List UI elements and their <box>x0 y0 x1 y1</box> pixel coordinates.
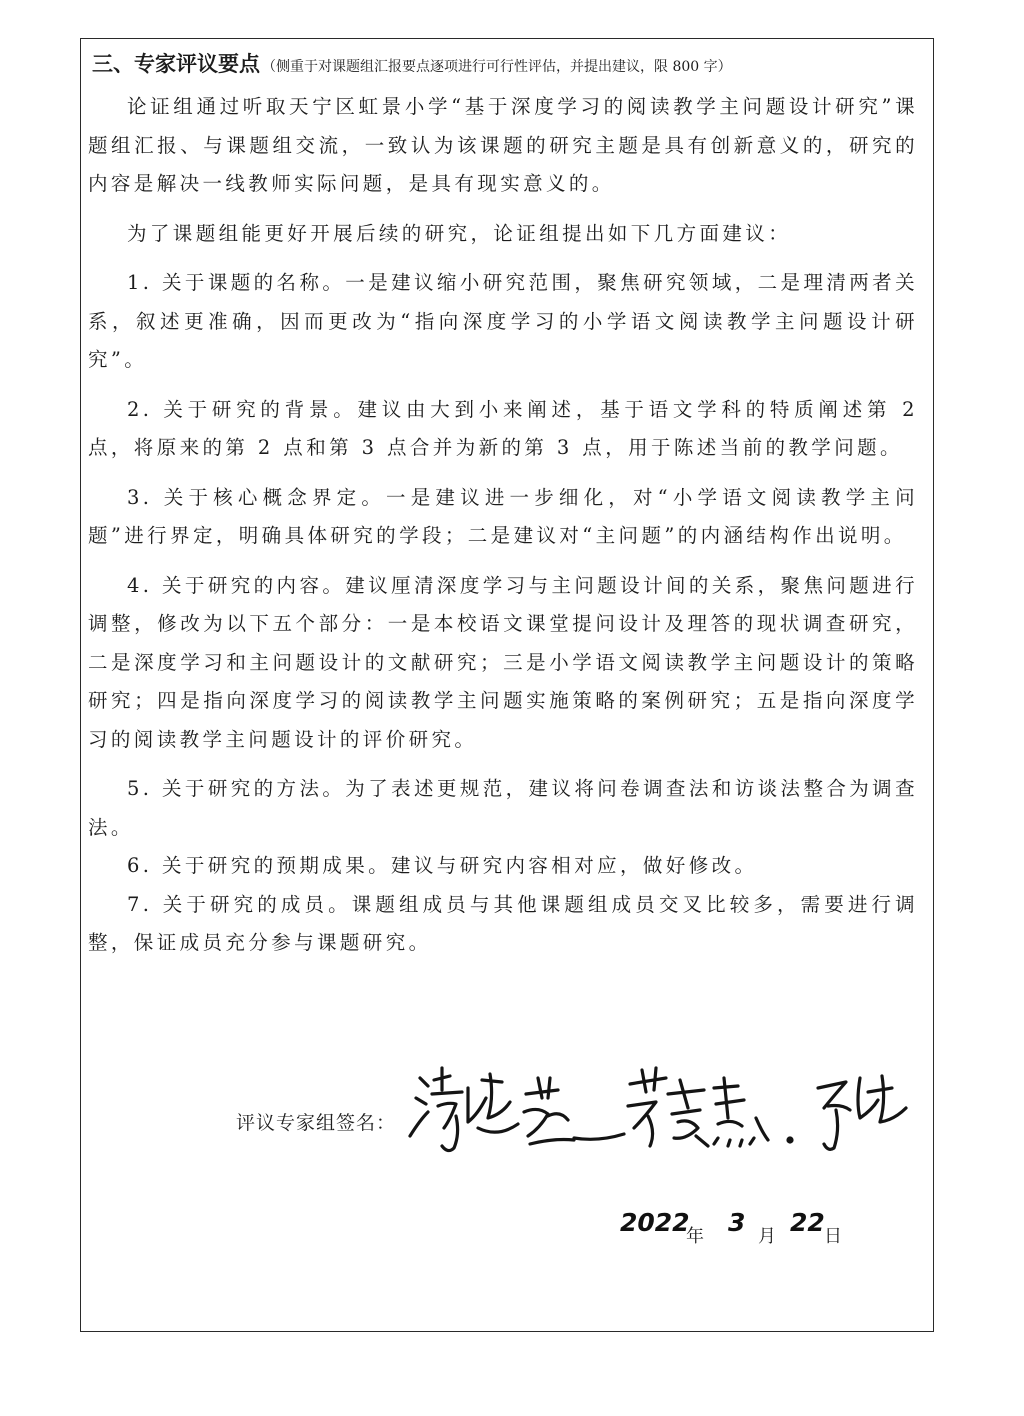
date-month: 3 <box>728 1208 746 1237</box>
date-year: 2022 <box>620 1208 690 1237</box>
date-line <box>620 1208 860 1248</box>
paragraph-item-1: 1. 关于课题的名称。一是建议缩小研究范围，聚焦研究领域，二是理清两者关系，叙述更准确，因而更改为“指向深度学习的小学语文阅读教学主问题设计研究”。 <box>88 271 918 371</box>
section-title: 三、专家评议要点 <box>92 51 260 76</box>
paragraph-item-5: 5. 关于研究的方法。为了表述更规范，建议将问卷调查法和访谈法整合为调查法。 <box>88 777 918 839</box>
review-body <box>88 88 918 963</box>
section-heading <box>92 50 732 81</box>
section-note: （侧重于对课题组汇报要点逐项进行可行性评估，并提出建议，限 800 字） <box>262 59 732 75</box>
paragraph-item-6: 6. 关于研究的预期成果。建议与研究内容相对应，做好修改。 <box>127 854 758 877</box>
handwritten-signature <box>398 1058 918 1158</box>
signature-label: 评议专家组签名： <box>236 1112 397 1134</box>
paragraph-intro: 论证组通过听取天宁区虹景小学“基于深度学习的阅读教学主问题设计研究”课题组汇报、与课题组交流，一致认为该课题的研究主题是具有创新意义的，研究的内容是解决一线教师实际问题，是具有现实意义的。 <box>88 95 918 195</box>
paragraph-item-3: 3. 关于核心概念界定。一是建议进一步细化，对“小学语文阅读教学主问题”进行界定，明确具体研究的学段；二是建议对“主问题”的内涵结构作出说明。 <box>88 485 918 547</box>
date-day: 22 <box>790 1208 825 1237</box>
date-year-label: 年 <box>686 1226 704 1247</box>
paragraph-item-7: 7. 关于研究的成员。课题组成员与其他课题组成员交叉比较多，需要进行调整，保证成员充分参与课题研究。 <box>88 892 918 954</box>
date-day-label: 日 <box>824 1226 842 1247</box>
paragraph-item-2: 2. 关于研究的背景。建议由大到小来阐述，基于语文学科的特质阐述第 2 点，将原来的第 2 点和第 3 点合并为新的第 3 点，用于陈述当前的教学问题。 <box>88 397 918 459</box>
paragraph-lead: 为了课题组能更好开展后续的研究，论证组提出如下几方面建议： <box>127 221 792 245</box>
paragraph-item-4: 4. 关于研究的内容。建议厘清深度学习与主问题设计间的关系，聚焦问题进行调整，修改为以下五个部分：一是本校语文课堂提问设计及理答的现状调查研究，二是深度学习和主问题设计的文献研究；三是小学语文阅读教学主问题设计的策略研究；四是指向深度学习的阅读教学主问题实施策略的案例研究；五是指向深度学习的阅读教学主问题设计的评价研究。 <box>88 573 918 751</box>
date-month-label: 月 <box>758 1226 776 1247</box>
